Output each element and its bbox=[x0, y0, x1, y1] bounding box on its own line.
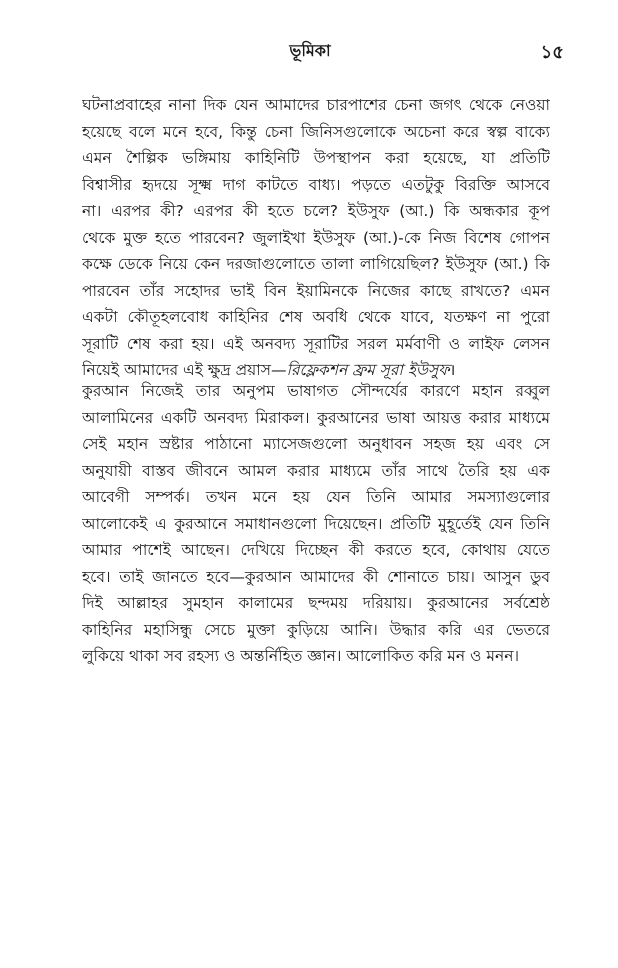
chapter-title: ভূমিকা bbox=[289, 41, 331, 60]
text-line-last: লুকিয়ে থাকা সব রহস্য ও অন্তর্নিহিত জ্ঞান। আলোকিত করি মন ও মনন। bbox=[82, 647, 520, 665]
text-line: না। এরপর কী? এরপর কী হতে চলে? ইউসুফ (আ.) কি অন্ধকার কূপ bbox=[82, 202, 550, 220]
text-line: আমার পাশেই আছেন। দেখিয়ে দিচ্ছেন কী করতে হবে, কোথায় যেতে bbox=[82, 541, 550, 559]
text-line: দিই আল্লাহর সুমহান কালামের ছন্দময় দরিয়ায়। কুরআনের সর্বশ্রেষ্ঠ bbox=[82, 594, 550, 612]
text-line: সূরাটি শেষ করা হয়। এই অনবদ্য সূরাটির সরল মর্মবাণী ও লাইফ লেসন bbox=[82, 334, 550, 353]
paragraph-1 bbox=[82, 92, 550, 384]
running-header bbox=[0, 38, 618, 68]
text-line: একটা কৌতূহলবোধ কাহিনির শেষ অবধি থেকে যাবে, যতক্ষণ না পুরো bbox=[82, 308, 550, 326]
text-line: ঘটনাপ্রবাহের নানা দিক যেন আমাদের চারপাশের চেনা জগৎ থেকে নেওয়া bbox=[82, 96, 550, 114]
text-line-prefix: নিয়েই আমাদের এই ক্ষুদ্র প্রয়াস— bbox=[82, 361, 287, 379]
page-number: ১৫ bbox=[540, 42, 564, 63]
text-line: আবেগী সম্পর্ক। তখন মনে হয় যেন তিনি আমার সমস্যাগুলোর bbox=[82, 488, 550, 506]
text-line: হবে। তাই জানতে হবে—কুরআন আমাদের কী শোনাতে চায়। আসুন ডুব bbox=[82, 567, 550, 586]
text-line: কক্ষে ডেকে নিয়ে কেন দরজাগুলোতে তালা লাগিয়েছিল? ইউসুফ (আ.) কি bbox=[82, 255, 550, 273]
paragraph-2 bbox=[82, 378, 550, 670]
text-line: পারবেন তাঁর সহোদর ভাই বিন ইয়ামিনকে নিজের কাছে রাখতে? এমন bbox=[82, 281, 550, 300]
text-line: আলোকেই এ কুরআনে সমাধানগুলো দিয়েছেন। প্রতিটি মুহূর্তেই যেন তিনি bbox=[82, 514, 550, 533]
text-line: হয়েছে বলে মনে হবে, কিন্তু চেনা জিনিসগুলোকে অচেনা করে স্বল্প বাক্যে bbox=[82, 122, 550, 141]
text-line-suffix: । bbox=[449, 361, 456, 379]
text-line: কুরআন নিজেই তার অনুপম ভাষাগত সৌন্দর্যের কারণে মহান রব্বুল bbox=[82, 382, 550, 400]
text-line: বিশ্বাসীর হৃদয়ে সূক্ষ্ম দাগ কাটতে বাধ্য। পড়তে এতটুকু বিরক্তি আসবে bbox=[82, 175, 550, 194]
text-line: এমন শৈল্পিক ভঙ্গিমায় কাহিনিটি উপস্থাপন করা হয়েছে, যা প্রতিটি bbox=[82, 149, 550, 167]
text-line: থেকে মুক্ত হতে পারবেন? জুলাইখা ইউসুফ (আ.)-কে নিজ বিশেষ গোপন bbox=[82, 228, 550, 247]
text-line: কাহিনির মহাসিন্ধু সেচে মুক্তা কুড়িয়ে আনি। উদ্ধার করি এর ভেতরে bbox=[82, 620, 550, 639]
text-line: অনুযায়ী বাস্তব জীবনে আমল করার মাধ্যমে তাঁর সাথে তৈরি হয় এক bbox=[82, 461, 550, 480]
book-title-italic: রিফ্লেকশন ফ্রম সূরা ইউসুফ bbox=[286, 361, 450, 379]
text-line: আলামিনের একটি অনবদ্য মিরাকল। কুরআনের ভাষা আয়ত্ত করার মাধ্যমে bbox=[82, 408, 550, 427]
text-line: সেই মহান স্রষ্টার পাঠানো ম্যাসেজগুলো অনুধাবন সহজ হয় এবং সে bbox=[82, 435, 550, 453]
